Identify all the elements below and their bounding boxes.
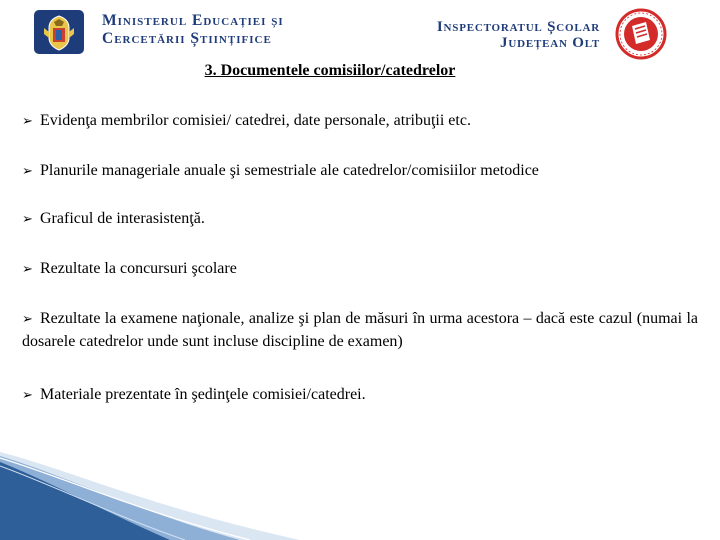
bullet-arrow-icon: ➢ <box>22 388 33 403</box>
list-item <box>22 308 698 353</box>
bullet-arrow-icon: ➢ <box>22 212 33 227</box>
bullet-text: Planurile manageriale anuale şi semestriale ale catedrelor/comisiilor metodice <box>40 162 539 179</box>
inspectorate-name <box>436 16 606 56</box>
list-item <box>22 208 698 231</box>
inspectorate-name-line1: Inspectoratul Școlar <box>436 19 600 35</box>
bullet-arrow-icon: ➢ <box>22 164 33 179</box>
list-item <box>22 384 698 407</box>
school-inspectorate-seal-icon <box>612 8 670 60</box>
bullet-arrow-icon: ➢ <box>22 312 33 327</box>
list-item <box>22 160 698 183</box>
bullet-text: Materiale prezentate în şedinţele comisiei/catedrei. <box>40 386 366 403</box>
bullet-text: Rezultate la concursuri şcolare <box>40 260 237 277</box>
coat-of-arms-icon <box>32 8 88 56</box>
bullet-text: Rezultate la examene naţionale, analize şi plan de măsuri în urma acestora – dacă este cazul (numai la dosarele catedrelor unde sunt incluse discipline de examen) <box>22 310 698 350</box>
page-title: 3. Documentele comisiilor/catedrelor <box>204 62 456 79</box>
ministry-logo <box>32 8 292 56</box>
blue-wave-decoration <box>0 452 300 540</box>
inspectorate-name-line2: Județean Olt <box>500 35 600 51</box>
bullet-arrow-icon: ➢ <box>22 262 33 277</box>
bullet-arrow-icon: ➢ <box>22 114 33 129</box>
list-item <box>22 110 698 133</box>
bullet-text: Evidenţa membrilor comisiei/ catedrei, date personale, atribuţii etc. <box>40 112 471 129</box>
ministry-name-line1: Ministerul Educației și <box>102 12 284 29</box>
list-item <box>22 258 698 281</box>
ministry-name-line2: Cercetării Științifice <box>102 30 272 47</box>
bullet-text: Graficul de interasistenţă. <box>40 210 205 227</box>
